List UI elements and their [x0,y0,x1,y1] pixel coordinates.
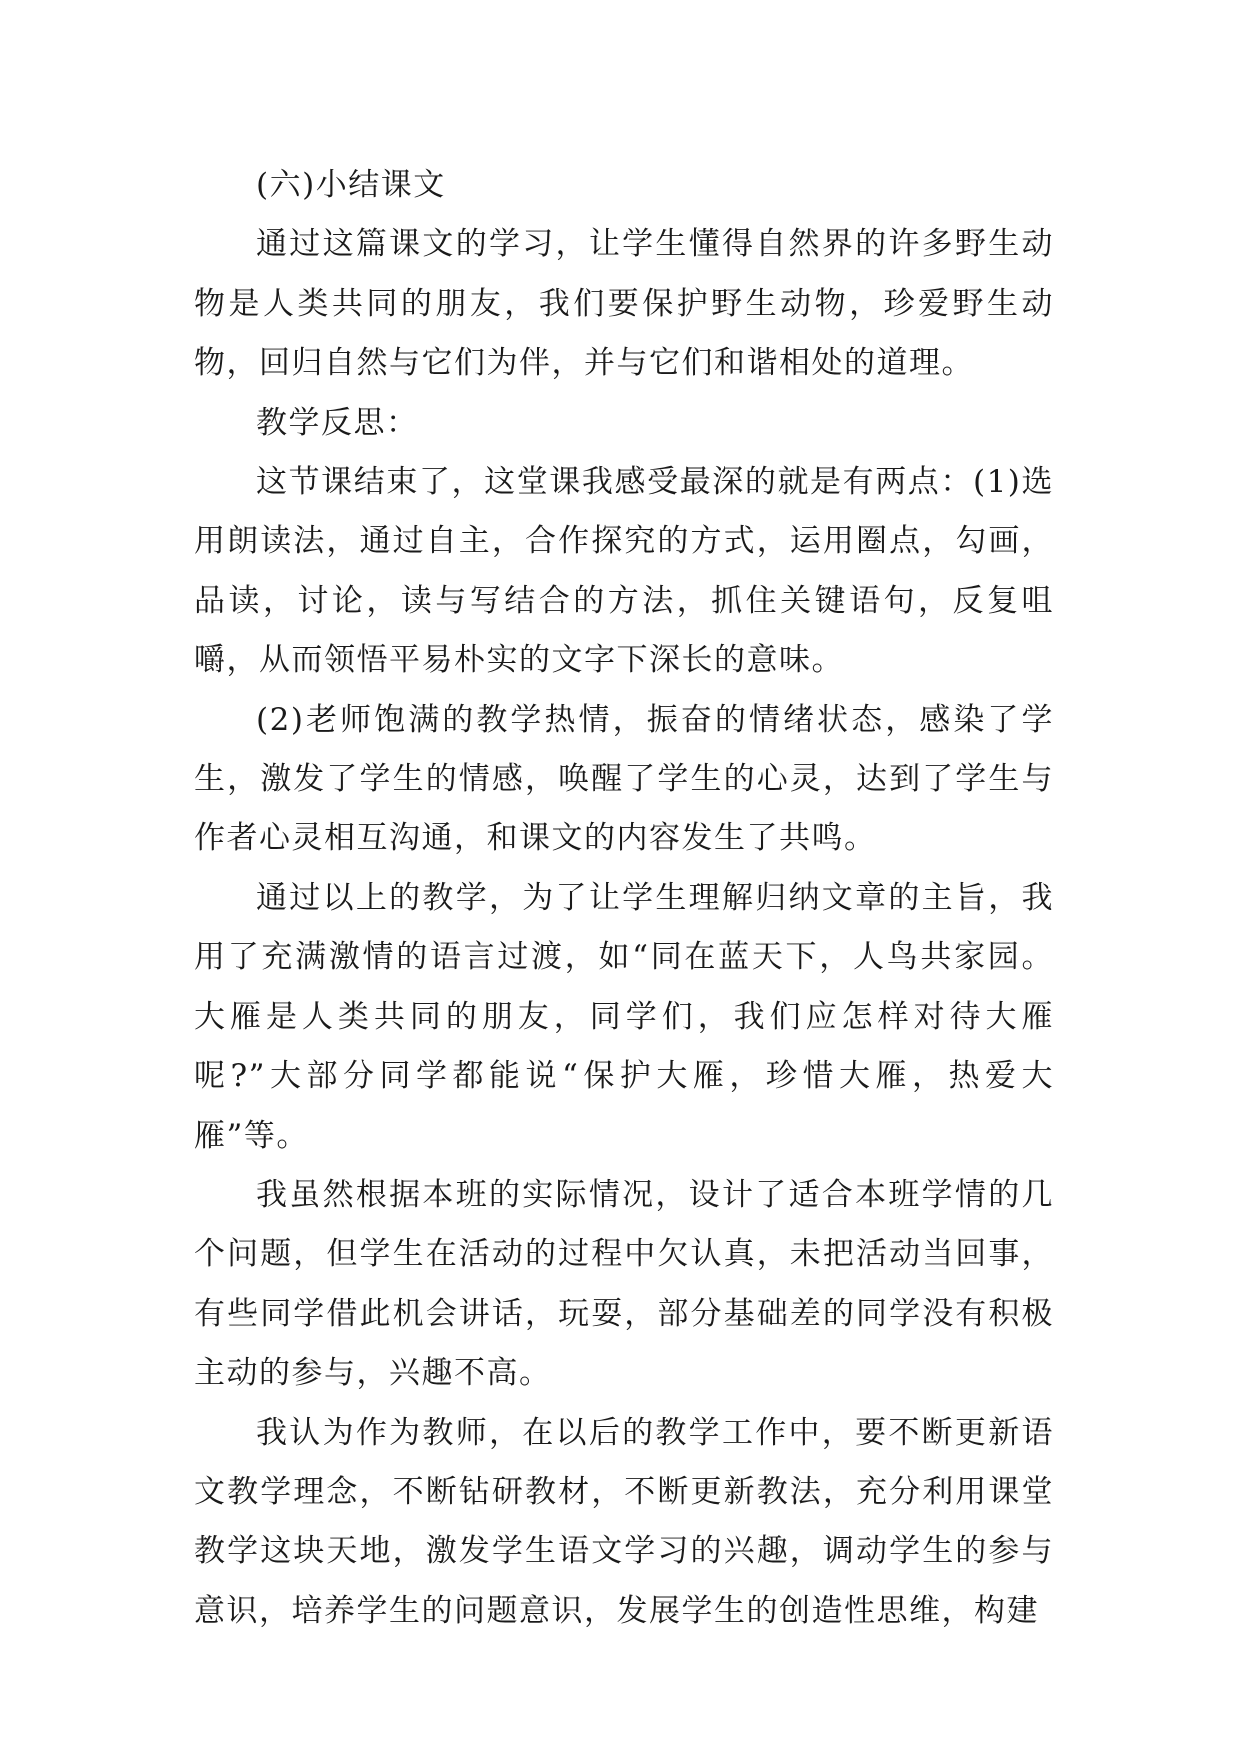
document-body [194,156,1054,1641]
reflection-heading: 教学反思： [256,404,419,441]
paragraph: (2)老师饱满的教学热情，振奋的情绪状态，感染了学生，激发了学生的情感，唤醒了学生的心灵，达到了学生与作者心灵相互沟通，和课文的内容发生了共鸣。 [194,701,1054,857]
paragraph: 我认为作为教师，在以后的教学工作中，要不断更新语文教学理念，不断钻研教材，不断更新教法，充分利用课堂教学这块天地，激发学生语文学习的兴趣，调动学生的参与意识，培养学生的问题意识，发展学生的创造性思维，构建 [194,1414,1054,1629]
section-heading: (六)小结课文 [256,167,446,203]
paragraph: 这节课结束了，这堂课我感受最深的就是有两点：(1)选用朗读法，通过自主，合作探究的方式，运用圈点，勾画，品读，讨论，读与写结合的方法，抓住关键语句，反复咀嚼，从而领悟平易朴实的文字下深长的意味。 [194,464,1054,679]
paragraph: 通过这篇课文的学习，让学生懂得自然界的许多野生动物是人类共同的朋友，我们要保护野生动物，珍爱野生动物，回归自然与它们为伴，并与它们和谐相处的道理。 [194,226,1054,382]
paragraph: 我虽然根据本班的实际情况，设计了适合本班学情的几个问题，但学生在活动的过程中欠认真，未把活动当回事，有些同学借此机会讲话，玩耍，部分基础差的同学没有积极主动的参与，兴趣不高。 [194,1176,1054,1392]
paragraph: 通过以上的教学，为了让学生理解归纳文章的主旨，我用了充满激情的语言过渡，如“同在蓝天下，人鸟共家园。大雁是人类共同的朋友，同学们，我们应怎样对待大雁呢?”大部分同学都能说“保护大雁，珍惜大雁，热爱大雁”等。 [194,879,1054,1154]
